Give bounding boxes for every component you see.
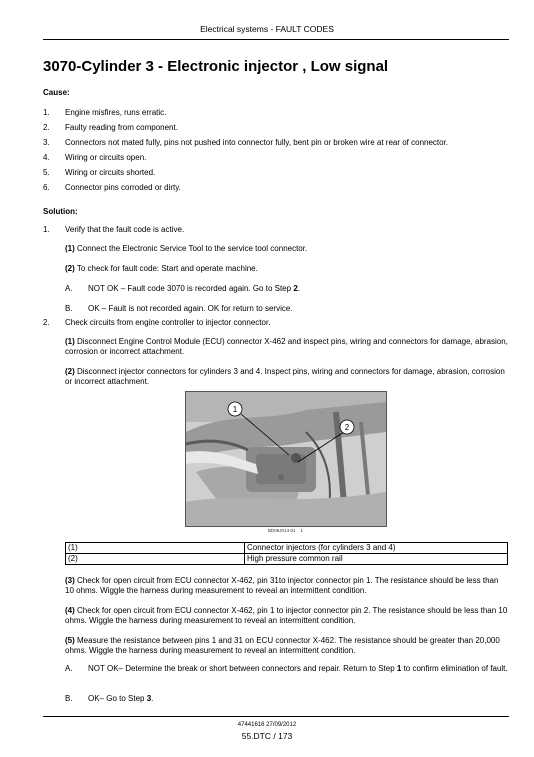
page-header: Electrical systems - FAULT CODES [200,24,334,34]
step1-b-letter: B. [65,304,73,313]
legend-key-2: (2) [66,554,245,565]
cause-item-2: Faulty reading from component. [65,123,178,132]
step1-a-text: NOT OK – Fault code 3070 is recorded again. Go to Step 2. [88,284,300,293]
legend-row [66,554,508,565]
engine-illustration [186,392,386,526]
cause-heading: Cause: [43,88,70,97]
step1-sub1: (1) Connect the Electronic Service Tool to the service tool connector. [65,244,308,253]
step1-sub2: (2) To check for fault code: Start and operate machine. [65,264,258,273]
step2-text: Check circuits from engine controller to injector connector. [65,318,271,327]
cause-num-2: 2. [43,123,50,132]
legend-table [65,542,508,565]
step2-b-text: OK– Go to Step 3. [88,694,154,703]
cause-num-5: 5. [43,168,50,177]
step1-num: 1. [43,225,50,234]
step2-sub4: (4) Check for open circuit from ECU connector X-462, pin 1 to injector connector pin 2. The resistance should be less than 10 ohms. Wiggle the harness during measurement to reveal an intermittent condition. [65,606,508,625]
cause-num-1: 1. [43,108,50,117]
step2-a-letter: A. [65,664,73,673]
engine-photo [185,391,387,527]
step2-a-text: NOT OK– Determine the break or short between connectors and repair. Return to Step 1 to confirm elimination of fault. [88,664,508,673]
cause-num-6: 6. [43,183,50,192]
figure-caption: BD08J014-01 1 [268,528,304,533]
legend-value-1: Connector injectors (for cylinders 3 and 4) [245,543,508,554]
callout-1-label: 1 [232,405,238,414]
step1-a-letter: A. [65,284,73,293]
page-title: 3070-Cylinder 3 - Electronic injector , Low signal [43,58,389,75]
solution-heading: Solution: [43,207,78,216]
footer-rule [43,716,509,717]
callout-2-label: 2 [344,423,350,432]
cause-num-3: 3. [43,138,50,147]
legend-key-1: (1) [66,543,245,554]
step2-sub1: (1) Disconnect Engine Control Module (ECU) connector X-462 and inspect pins, wiring and connectors for damage, abrasion, corrosion or incorrect attachment. [65,337,508,356]
footer-doc-id: 47441616 27/09/2012 [237,722,297,728]
cause-item-3: Connectors not mated fully, pins not pushed into connector fully, bent pin or broken wire at rear of connector. [65,138,449,147]
step2-sub3: (3) Check for open circuit from ECU connector X-462, pin 31to injector connector pin 1. The resistance should be less than 10 ohms. Wiggle the harness during measurement to reveal an intermittent condition. [65,576,499,595]
step1-text: Verify that the fault code is active. [65,225,185,234]
legend-value-2: High pressure common rail [245,554,508,565]
step2-sub5: (5) Measure the resistance between pins 1 and 31 on ECU connector X-462. The resistance should be greater than 20,000 ohms. Wiggle the harness during measurement to reveal an intermittent condition. [65,636,500,655]
step2-num: 2. [43,318,50,327]
footer-page-number: 55.DTC / 173 [241,731,293,741]
header-rule [43,39,509,40]
step2-b-letter: B. [65,694,73,703]
cause-num-4: 4. [43,153,50,162]
step2-sub2: (2) Disconnect injector connectors for cylinders 3 and 4. Inspect pins, wiring and connectors for damage, abrasion, corrosion or incorrect attachment. [65,367,505,386]
cause-item-1: Engine misfires, runs erratic. [65,108,167,117]
cause-item-5: Wiring or circuits shorted. [65,168,156,177]
cause-item-6: Connector pins corroded or dirty. [65,183,181,192]
legend-row [66,543,508,554]
step1-b-text: OK – Fault is not recorded again. OK for return to service. [88,304,293,313]
cause-item-4: Wiring or circuits open. [65,153,147,162]
